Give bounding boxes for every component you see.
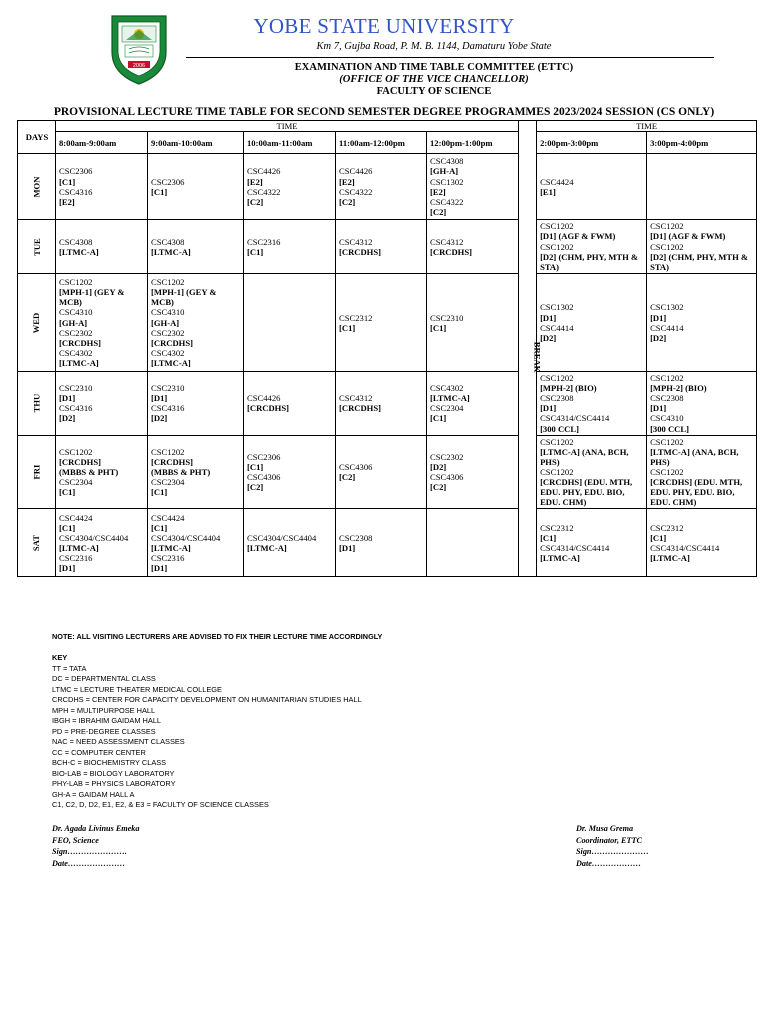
class-cell [56,435,148,509]
course-code: CSC1202 [650,466,684,477]
day-label: SAT [31,534,42,551]
key-item: TT = TATA [52,663,87,673]
class-cell [336,509,427,577]
venue-label: [C1] [151,186,168,197]
venue-label: [D2] [59,413,76,424]
class-cell [647,274,757,372]
venue-label: [LTMC-A] [151,357,191,368]
course-code: CSC2312 [540,522,574,533]
class-cell [148,154,244,220]
venue-label: [LTMC-A] [151,542,191,553]
class-cell [148,509,244,577]
venue-label: [MPH-1] (GEY & MCB) [151,287,217,308]
key-item: BCH-C = BIOCHEMISTRY CLASS [52,758,167,767]
course-code: CSC4424 [151,512,185,523]
class-cell [427,154,519,220]
course-code: CSC2316 [151,552,185,563]
class-cell [427,372,519,436]
class-cell [537,372,647,436]
signatory-sign: Sign…………………. [52,847,127,857]
signatory-role: FEO, Science [52,835,99,845]
course-code: CSC1302 [650,302,684,313]
course-code: CSC1202 [59,446,93,457]
day-row [18,372,757,436]
venue-label: [C2] [247,196,264,207]
course-code: CSC4322 [339,186,373,197]
venue-label: [MPH-1] (GEY & MCB) [59,287,125,308]
course-code: CSC4322 [430,196,464,207]
class-cell [56,274,148,372]
venue-label: [E2] [430,186,446,197]
course-code: CSC4308 [430,156,464,167]
visiting-lecturers-note: NOTE: ALL VISITING LECTURERS ARE ADVISED TO FIX THEIR LECTURE TIME ACCORDINGLY [52,632,383,641]
venue-label: [CRCDHS] [339,403,382,414]
venue-label: [D2] [650,332,667,343]
venue-label: [C1] [339,322,356,333]
key-item: DC = DEPARTMENTAL CLASS [52,674,156,683]
venue-label: [C1] [247,461,264,472]
day-row [18,220,757,274]
key-item: PHY-LAB = PHYSICS LABORATORY [52,779,176,788]
key-item: LTMC = LECTURE THEATER MEDICAL COLLEGE [52,684,222,694]
key-item: CRCDHS = CENTER FOR CAPACITY DEVELOPMENT ON HUMANITARIAN STUDIES HALL [52,695,362,704]
course-code: CSC4308 [59,236,93,247]
venue-label: [GH-A] [151,317,180,328]
course-code: CSC4308 [151,236,185,247]
course-code: CSC1202 [540,373,574,384]
venue-label: [GH-A] [59,317,88,328]
days-header: DAYS [18,121,56,154]
venue-label: [LTMC-A] [59,542,99,553]
venue-label: [300 CCL] [540,423,579,434]
class-cell [56,509,148,577]
course-code: CSC1202 [151,446,185,457]
venue-label: [D2] [540,332,557,343]
faculty-name: FACULTY OF SCIENCE [376,86,492,97]
class-cell [336,372,427,436]
course-code: CSC4424 [540,176,574,187]
class-cell [427,274,519,372]
course-code: CSC2306 [247,451,281,462]
day-cell [18,435,56,509]
course-code: CSC4314/CSC4414 [540,542,610,553]
class-cell [537,220,647,274]
key-item: NAC = NEED ASSESSMENT CLASSES [52,737,185,746]
key-item: PD = PRE-DEGREE CLASSES [52,726,156,736]
venue-label: [C2] [247,482,264,493]
course-code: CSC4306 [247,471,281,482]
signatory-date: Date……………… [576,858,642,868]
course-code: CSC1302 [540,302,574,313]
day-row [18,154,757,220]
course-code: CSC4414 [540,322,574,333]
venue-label: [LTMC-A] [151,246,191,257]
time-slot-header: 11:00am-12:00pm [336,132,427,154]
day-label: FRI [31,464,42,480]
class-cell [537,274,647,372]
time-slot-header: 9:00am-10:00am [148,132,244,154]
key-section [52,653,362,811]
key-list [52,664,362,811]
course-code: CSC4312 [339,236,373,247]
venue-label: [300 CCL] [650,423,689,434]
day-row [18,274,757,372]
class-cell [244,154,336,220]
time-slot-header: 2:00pm-3:00pm [537,132,647,154]
venue-label: [C1] [59,487,76,498]
class-cell [56,372,148,436]
key-item: BIO-LAB = BIOLOGY LABORATORY [52,768,175,778]
venue-label: [CRCDHS] [430,246,473,257]
venue-label: [LTMC-A] [430,393,470,404]
signatory-sign: Sign………………… [576,847,649,857]
key-item: IBGH = IBRAHIM GAIDAM HALL [52,716,162,725]
course-code: CSC4304/CSC4404 [151,532,221,543]
venue-label: [MPH-2] (BIO) [540,383,597,394]
university-name: YOBE STATE UNIVERSITY [253,14,515,38]
day-row [18,435,757,509]
venue-label: [CRCDHS] (EDU. MTH, EDU. PHY, EDU. BIO, EDU. CHM) [650,477,743,508]
course-code: CSC2306 [59,166,93,177]
day-label: TUE [31,237,42,256]
key-item: C1, C2, D, D2, E1, E2, & E3 = FACULTY OF SCIENCE CLASSES [52,800,269,809]
day-cell [18,509,56,577]
venue-label: [GH-A] [430,166,459,177]
day-label: WED [31,312,42,333]
venue-label: [LTMC-A] [59,246,99,257]
time-slot-header: 10:00am-11:00am [244,132,336,154]
course-code: CSC1202 [540,436,574,447]
class-cell [336,220,427,274]
header-divider [186,57,714,58]
day-cell [18,154,56,220]
venue-label: [CRCDHS] [59,337,102,348]
class-cell [537,509,647,577]
signatory-role: Coordinator, ETTC [576,835,642,845]
venue-label: [C1] [151,487,168,498]
signatory-name: Dr. Musa Grema [576,824,634,833]
key-item: MPH = MULTIPURPOSE HALL [52,705,156,715]
course-code: CSC2306 [151,176,185,187]
class-cell [647,220,757,274]
venue-label: [C1] [59,522,76,533]
venue-label: [LTMC-A] (ANA, BCH, PHS) [540,446,629,467]
course-code: CSC4312 [430,236,464,247]
venue-label: [D1] [339,542,356,553]
course-code: CSC2308 [339,532,373,543]
course-code: CSC1302 [430,176,464,187]
class-cell [148,435,244,509]
course-code: CSC2310 [151,383,185,394]
course-code: CSC4310 [151,307,185,318]
venue-label: [CRCDHS] [151,337,194,348]
venue-label: [C2] [339,196,356,207]
course-code: CSC2316 [247,236,281,247]
class-cell [336,435,427,509]
venue-label: [C1] [59,176,76,187]
course-code: CSC4426 [247,166,281,177]
class-cell [537,154,647,220]
course-code: CSC4306 [430,471,464,482]
venue-label: [C1] [430,322,447,333]
venue-label: [D1] [650,312,667,323]
class-cell [336,274,427,372]
course-code: CSC4316 [59,186,93,197]
course-code: CSC4426 [247,393,281,404]
course-code: CSC1202 [650,241,684,252]
day-cell [18,220,56,274]
course-code: CSC1202 [540,241,574,252]
course-code: CSC4302 [59,347,93,358]
venue-label: [E2] [59,196,75,207]
class-cell [148,220,244,274]
course-code: CSC4314/CSC4414 [650,542,720,553]
venue-label: [D2] (CHM, PHY, MTH & STA) [540,251,639,272]
venue-label: [LTMC-A] [540,552,580,563]
class-cell [647,509,757,577]
course-code: CSC4302 [430,383,464,394]
course-code: CSC4312 [339,393,373,404]
course-code: CSC1202 [650,373,684,384]
course-code: CSC4424 [59,512,93,523]
course-code: CSC2304 [59,477,93,488]
course-code: CSC4314/CSC4414 [540,413,610,424]
key-item: GH-A = GAIDAM HALL A [52,789,135,799]
venue-label: [D1] [59,563,76,573]
venue-label: [D1] [151,393,168,404]
time-header-afternoon: TIME [537,121,757,132]
class-cell [244,274,336,372]
venue-label: [CRCDHS] [151,456,194,467]
course-code: CSC4414 [650,322,684,333]
logo-year: 2006 [132,63,146,69]
course-code: CSC2302 [430,451,464,462]
course-code: CSC4302 [151,347,185,358]
day-cell [18,372,56,436]
time-slot-header: 3:00pm-4:00pm [647,132,757,154]
venue-label: [C1] [247,246,264,257]
venue-label: [E1] [540,186,556,197]
venue-label: [D1] (AGF & FWM) [540,231,616,242]
course-code: CSC2312 [339,312,373,323]
venue-label: [CRCDHS] (EDU. MTH, EDU. PHY, EDU. BIO, EDU. CHM) [540,477,633,508]
signatory-feo [52,823,140,869]
day-label: MON [31,176,42,198]
venue-label: [CRCDHS] [339,246,382,257]
venue-label: [D1] (AGF & FWM) [650,231,726,242]
time-slot-header: 8:00am-9:00am [56,132,148,154]
course-code: CSC2310 [430,312,464,323]
class-cell [647,154,757,220]
university-address: Km 7, Gujba Road, P. M. B. 1144, Damaturu Yobe State [316,41,552,52]
course-code: CSC4316 [59,403,93,414]
key-title: KEY [52,653,68,662]
venue-label: [D1] [59,393,76,404]
course-code: CSC1202 [59,277,93,288]
venue-label: [D2] [151,413,168,424]
class-cell [336,154,427,220]
course-code: CSC2310 [59,383,93,394]
class-cell [647,372,757,436]
venue-label: [CRCDHS] [59,456,102,467]
venue-label: [C1] [650,532,667,543]
venue-label: [C2] [339,471,356,482]
time-header-morning: TIME [56,121,519,132]
venue-label: [MPH-2] (BIO) [650,383,707,394]
course-code: CSC2308 [650,393,684,404]
course-code: CSC4304/CSC4404 [247,532,317,543]
signatory-date: Date………………… [52,858,126,868]
day-cell [18,274,56,372]
class-cell [148,372,244,436]
class-cell [56,154,148,220]
venue-label: [D1] [151,563,168,573]
course-code: CSC2316 [59,552,93,563]
venue-label: [CRCDHS] [247,403,290,414]
venue-label: [C2] [430,482,447,493]
course-code: CSC4316 [151,403,185,414]
course-code: CSC2304 [430,403,464,414]
group-label: (MBBS & PHT) [59,466,119,477]
course-code: CSC4304/CSC4404 [59,532,129,543]
venue-label: [C1] [430,413,447,424]
class-cell [244,435,336,509]
course-code: CSC1202 [540,221,574,232]
key-item: CC = COMPUTER CENTER [52,747,146,757]
course-code: CSC1202 [540,466,574,477]
course-code: CSC2302 [59,327,93,338]
venue-label: [LTMC-A] (ANA, BCH, PHS) [650,446,739,467]
venue-label: [C1] [151,522,168,533]
course-code: CSC4310 [59,307,93,318]
group-label: (MBBS & PHT) [151,466,211,477]
course-code: CSC2304 [151,477,185,488]
course-code: CSC1202 [151,277,185,288]
venue-label: [C1] [540,532,557,543]
day-row [18,509,757,577]
venue-label: [C2] [430,206,447,217]
class-cell [244,220,336,274]
signatory-coordinator [576,823,649,869]
course-code: CSC2312 [650,522,684,533]
class-cell [244,372,336,436]
venue-label: [D1] [540,312,557,323]
office-name: (OFFICE OF THE VICE CHANCELLOR) [339,74,529,85]
course-code: CSC1202 [650,221,684,232]
venue-label: [LTMC-A] [650,552,690,563]
break-column [519,121,543,577]
class-cell [427,509,519,577]
course-code: CSC2302 [151,327,185,338]
venue-label: [E2] [339,176,355,187]
committee-name: EXAMINATION AND TIME TABLE COMMITTEE (ETTC) [294,62,574,73]
venue-label: [LTMC-A] [247,542,287,553]
venue-label: [D2] [430,461,447,472]
timetable-title: PROVISIONAL LECTURE TIME TABLE FOR SECOND SEMESTER DEGREE PROGRAMMES 2023/2024 SESSION (CS ONLY) [53,106,715,118]
course-code: CSC1202 [650,436,684,447]
class-cell [537,435,647,509]
time-slot-header: 12:00pm-1:00pm [427,132,519,154]
venue-label: [D1] [540,403,557,414]
signatory-name: Dr. Agada Livinus Emeka [52,824,140,833]
course-code: CSC2308 [540,393,574,404]
course-code: CSC4426 [339,166,373,177]
venue-label: [D1] [650,403,667,414]
course-code: CSC4322 [247,186,281,197]
venue-label: [E2] [247,176,263,187]
class-cell [244,509,336,577]
class-cell [427,220,519,274]
venue-label: [D2] (CHM, PHY, MTH & STA) [650,251,749,272]
timetable [17,120,757,577]
venue-label: [LTMC-A] [59,357,99,368]
class-cell [56,220,148,274]
day-label: THU [31,394,42,413]
class-cell [427,435,519,509]
class-cell [148,274,244,372]
class-cell [647,435,757,509]
course-code: CSC4306 [339,461,373,472]
break-label: BREAK [532,341,543,372]
course-code: CSC4310 [650,413,684,424]
